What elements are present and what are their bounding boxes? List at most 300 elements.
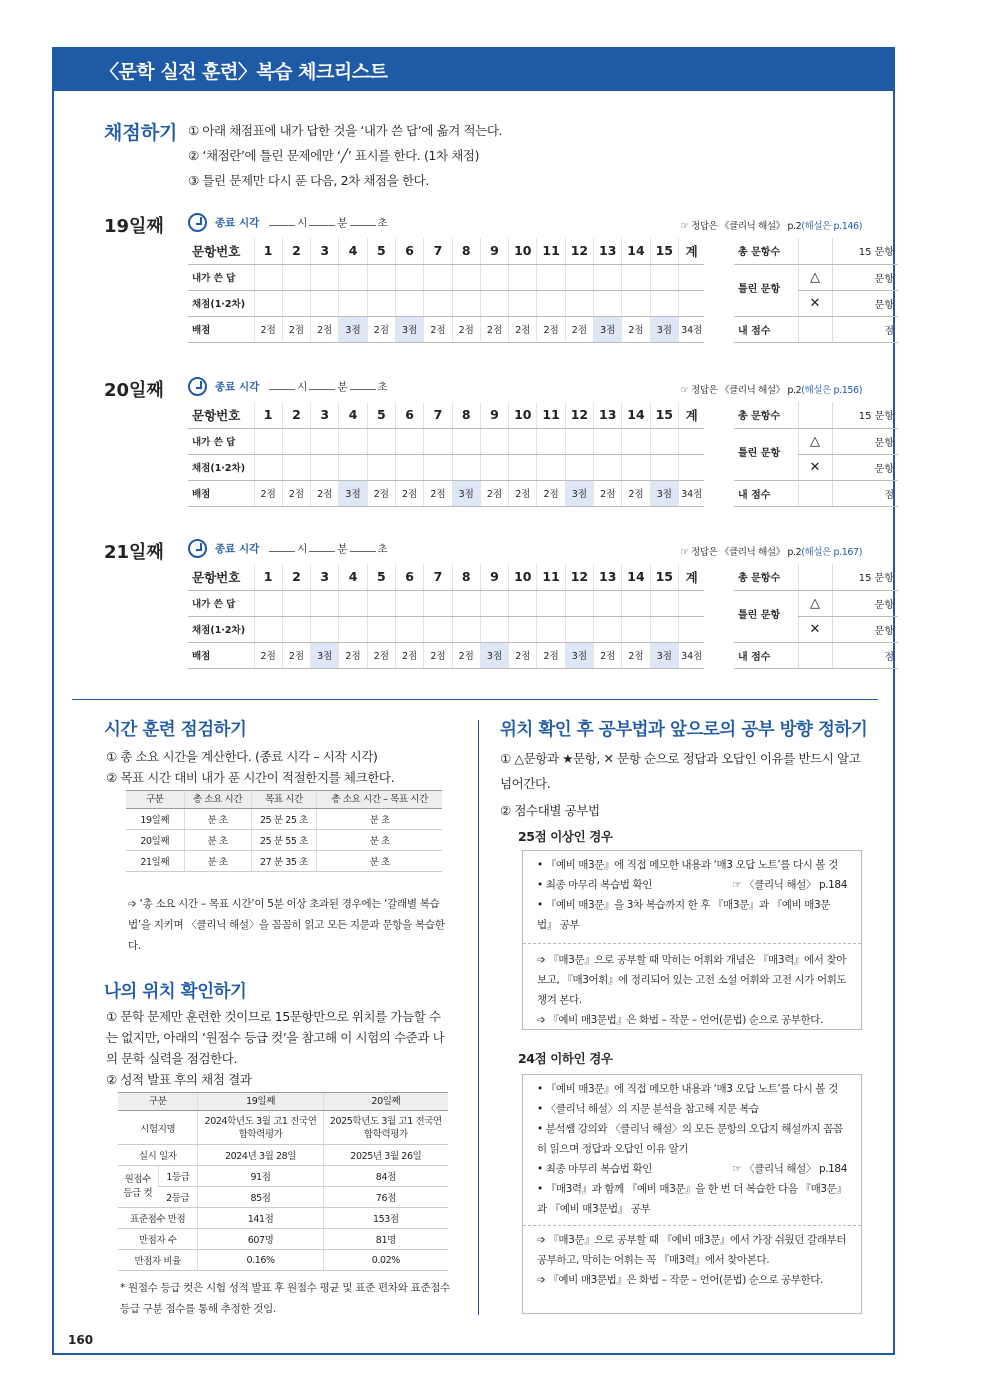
grade-cell[interactable] (339, 454, 367, 480)
ref-page: (해설은 p.156) (801, 385, 862, 396)
low-item: • 〈클리닉 해설〉의 지문 분석을 참고해 지문 복습 (537, 1103, 759, 1115)
table-row (118, 1145, 448, 1166)
grade-cell[interactable] (452, 290, 480, 316)
question-number: 13 (594, 238, 622, 264)
grade-cell[interactable] (509, 454, 537, 480)
answer-cell[interactable] (395, 264, 423, 290)
answer-cell[interactable] (452, 264, 480, 290)
table-row (118, 1229, 448, 1250)
grade-row (188, 454, 704, 480)
answer-cell[interactable] (282, 590, 310, 616)
grade-cell[interactable] (480, 616, 508, 642)
grade-cell[interactable] (367, 290, 395, 316)
question-number: 12 (565, 564, 593, 590)
answer-cell[interactable] (594, 264, 622, 290)
points-cell: 3점 (395, 316, 423, 342)
question-number: 13 (594, 564, 622, 590)
question-number: 2 (282, 564, 310, 590)
column-divider (478, 720, 479, 1315)
grade-cell[interactable] (537, 290, 565, 316)
grade-cell[interactable] (311, 616, 339, 642)
answer-row (188, 590, 704, 616)
cross-icon: ✕ (798, 290, 832, 316)
high-item: • 『예비 매3문』에 직접 메모한 내용과 ‘매3 오답 노트’를 다시 볼 것 (537, 859, 838, 871)
summary-table (734, 238, 898, 343)
answer-cell[interactable] (565, 590, 593, 616)
cell: 2024년 3월 28일 (198, 1145, 323, 1166)
question-number: 3 (311, 238, 339, 264)
table-row (126, 851, 442, 872)
hour-blank[interactable] (269, 389, 295, 390)
points-cell: 2점 (452, 642, 480, 668)
row-label: 배점 (188, 316, 254, 342)
table-row (118, 1250, 448, 1271)
total-q-value: 15 문항 (832, 238, 898, 264)
grade-cell[interactable] (452, 616, 480, 642)
ref-main: ☞ 정답은 《클리닉 해설》 p.2 (680, 385, 802, 396)
clock-icon (188, 377, 207, 396)
answer-row (188, 264, 704, 290)
grade-cell[interactable] (622, 616, 650, 642)
min-unit: 분 (337, 381, 348, 393)
cell: 25 분 25 초 (251, 809, 317, 830)
cell: 1등급 (158, 1166, 198, 1187)
points-cell: 2점 (509, 480, 537, 506)
wrong-label: 틀린 문항 (734, 428, 798, 480)
result-table (118, 1092, 448, 1271)
grade-cell[interactable] (311, 454, 339, 480)
score-label: 내 점수 (734, 642, 798, 668)
grade-cell[interactable] (452, 454, 480, 480)
time-check-items (106, 746, 466, 788)
score-unit[interactable]: 점 (832, 316, 898, 342)
grade-cell[interactable] (537, 616, 565, 642)
points-cell: 2점 (311, 316, 339, 342)
answer-cell[interactable] (311, 590, 339, 616)
low-box (522, 1074, 862, 1314)
grade-cell[interactable] (424, 616, 452, 642)
cell: 원점수 등급 컷 (118, 1166, 158, 1208)
col-header: 구분 (118, 1093, 198, 1111)
grade-cell[interactable] (367, 616, 395, 642)
low-note: ➩ 『예비 매3문법』은 화법 – 작문 – 언어(문법) 순으로 공부한다. (537, 1274, 823, 1286)
ref-page: (해설은 p.146) (801, 221, 862, 232)
points-row (188, 642, 704, 668)
wrong-unit[interactable]: 문항 (832, 290, 898, 316)
question-number: 5 (367, 238, 395, 264)
cell: 85점 (198, 1187, 323, 1208)
points-cell: 2점 (537, 480, 565, 506)
grade-cell[interactable] (395, 454, 423, 480)
points-cell: 2점 (480, 480, 508, 506)
points-cell: 2점 (282, 480, 310, 506)
question-number: 9 (480, 238, 508, 264)
grade-cell (678, 616, 704, 642)
min-unit: 분 (337, 543, 348, 555)
answer-cell[interactable] (509, 590, 537, 616)
low-note: ➩ 『매3문』으로 공부할 때 『예비 매3문』에서 가장 쉬웠던 갈래부터 공부하고, 막히는 어휘는 꼭 『매3력』에서 찾아본다. (537, 1234, 846, 1266)
min-blank[interactable] (309, 225, 335, 226)
end-time (188, 213, 388, 232)
row-label: 배점 (188, 642, 254, 668)
answer-cell[interactable] (650, 590, 678, 616)
answer-cell[interactable] (622, 590, 650, 616)
question-number: 15 (650, 238, 678, 264)
answer-cell[interactable] (254, 264, 282, 290)
hour-blank[interactable] (269, 551, 295, 552)
col-header: 목표 시간 (251, 791, 317, 809)
answer-cell[interactable] (480, 428, 508, 454)
grade-cell[interactable] (339, 290, 367, 316)
day-title: 21일째 (104, 542, 164, 563)
answer-cell[interactable] (395, 590, 423, 616)
answer-cell[interactable] (565, 264, 593, 290)
question-number: 7 (424, 238, 452, 264)
points-cell: 3점 (650, 316, 678, 342)
grade-cell[interactable] (622, 454, 650, 480)
cell: 2025학년도 3월 고1 전국연합학력평가 (323, 1111, 448, 1145)
direction-item1: ① △문항과 ★문항, ✕ 문항 순으로 정답과 오답인 이유를 반드시 알고 넘어간다. (500, 751, 861, 791)
sec-blank[interactable] (350, 225, 376, 226)
wrong-unit[interactable]: 문항 (832, 454, 898, 480)
total-q-value: 15 문항 (832, 564, 898, 590)
points-cell: 2점 (622, 642, 650, 668)
col-header: 20일째 (323, 1093, 448, 1111)
question-number: 14 (622, 564, 650, 590)
step: ② ‘채점란’에 틀린 문제에만 ‘╱’ 표시를 한다. (1차 채점) (188, 148, 480, 163)
timer-label: 종료 시각 (215, 217, 260, 229)
cell: 153점 (323, 1208, 448, 1229)
end-time (188, 377, 388, 396)
answer-cell[interactable] (282, 428, 310, 454)
question-number: 12 (565, 402, 593, 428)
table-row (126, 809, 442, 830)
answer-cell[interactable] (311, 264, 339, 290)
table-row (118, 1208, 448, 1229)
cell[interactable]: 분 초 (317, 830, 442, 851)
grade-cell (678, 454, 704, 480)
question-number: 1 (254, 238, 282, 264)
question-number: 9 (480, 402, 508, 428)
sec-blank[interactable] (350, 551, 376, 552)
total-label: 계 (678, 564, 704, 590)
answer-ref (680, 544, 862, 558)
day-title: 20일째 (104, 380, 164, 401)
score-grid (188, 564, 704, 669)
cell: 81명 (323, 1229, 448, 1250)
grade-cell[interactable] (650, 290, 678, 316)
points-cell: 2점 (480, 316, 508, 342)
low-ref: ☞ 〈클리닉 해설〉 p.184 (732, 1163, 847, 1175)
row-label: 배점 (188, 480, 254, 506)
question-number: 6 (395, 564, 423, 590)
number-row (188, 402, 704, 428)
grade-cell[interactable] (339, 616, 367, 642)
total-q-value: 15 문항 (832, 402, 898, 428)
score-unit[interactable]: 점 (832, 480, 898, 506)
high-box (522, 850, 862, 1030)
position-item1: ① 문학 문제만 훈련한 것이므로 15문항만으로 위치를 가늠할 수는 없지만, 아래의 ‘원점수 등급 컷’을 참고해 이 시험의 수준과 나의 문학 실력을 점검한다. (106, 1009, 445, 1066)
high-note: ➩ 『매3문』으로 공부할 때 막히는 어휘와 개념은 『매3력』에서 찾아보고, 『매3어휘』에 정리되어 있는 고전 소설 어휘와 고전 시가 어휘도 챙겨 본다. (537, 954, 847, 1006)
position-item2: ② 성적 발표 후의 채점 결과 (106, 1072, 252, 1087)
answer-cell[interactable] (395, 428, 423, 454)
table-row (118, 1166, 448, 1187)
grade-cell[interactable] (622, 290, 650, 316)
grade-row (188, 290, 704, 316)
points-cell: 3점 (565, 480, 593, 506)
cell[interactable]: 분 초 (317, 809, 442, 830)
cell[interactable]: 분 초 (184, 809, 251, 830)
answer-ref (680, 218, 862, 232)
question-number: 15 (650, 564, 678, 590)
points-cell: 2점 (254, 642, 282, 668)
answer-cell[interactable] (424, 590, 452, 616)
score-unit[interactable]: 점 (832, 642, 898, 668)
cell: 607명 (198, 1229, 323, 1250)
grade-cell[interactable] (565, 290, 593, 316)
question-number: 11 (537, 402, 565, 428)
points-cell: 3점 (594, 316, 622, 342)
question-number: 10 (509, 564, 537, 590)
points-cell: 3점 (650, 480, 678, 506)
min-unit: 분 (337, 217, 348, 229)
time-table (126, 790, 442, 872)
row-label: 문항번호 (188, 402, 254, 428)
row-label: 내가 쓴 답 (188, 428, 254, 454)
answer-cell[interactable] (537, 590, 565, 616)
answer-cell[interactable] (650, 428, 678, 454)
answer-cell[interactable] (480, 264, 508, 290)
summary-table (734, 564, 898, 669)
grade-cell[interactable] (282, 616, 310, 642)
answer-cell (678, 428, 704, 454)
sec-blank[interactable] (350, 389, 376, 390)
grade-cell (678, 290, 704, 316)
answer-cell[interactable] (367, 590, 395, 616)
answer-cell[interactable] (565, 428, 593, 454)
question-number: 4 (339, 402, 367, 428)
answer-cell[interactable] (594, 590, 622, 616)
answer-cell[interactable] (367, 264, 395, 290)
position-title: 나의 위치 확인하기 (104, 982, 247, 1002)
answer-cell[interactable] (424, 428, 452, 454)
scoring-steps (188, 118, 502, 193)
cell[interactable]: 분 초 (317, 851, 442, 872)
score-grid (188, 402, 704, 507)
high-note: ➩ 『예비 매3문법』은 화법 – 작문 – 언어(문법) 순으로 공부한다. (537, 1014, 823, 1026)
answer-cell[interactable] (509, 264, 537, 290)
low-item: • 분석쌤 강의와 〈클리닉 해설〉의 모든 문항의 오답지 해설까지 꼼꼼히 읽으며 정답과 오답인 이유 알기 (537, 1123, 843, 1155)
high-item: • 『예비 매3문』을 3차 복습까지 한 후 『매3문』과 『예비 매3문법』 공부 (537, 899, 830, 931)
grade-row (188, 616, 704, 642)
grade-cell[interactable] (367, 454, 395, 480)
min-blank[interactable] (309, 389, 335, 390)
section-divider (72, 699, 878, 700)
wrong-unit[interactable]: 문항 (832, 616, 898, 642)
points-cell: 3점 (565, 642, 593, 668)
question-number: 1 (254, 402, 282, 428)
answer-cell[interactable] (367, 428, 395, 454)
low-item: • 『매3력』과 함께 『예비 매3문』을 한 번 더 복습한 다음 『매3문』과 『예비 매3문법』 공부 (537, 1183, 847, 1215)
grade-cell[interactable] (282, 454, 310, 480)
answer-cell[interactable] (254, 428, 282, 454)
answer-cell[interactable] (650, 264, 678, 290)
points-cell: 2점 (367, 642, 395, 668)
row-label: 채점(1·2차) (188, 290, 254, 316)
sec-unit: 초 (377, 543, 388, 555)
grade-cell[interactable] (650, 616, 678, 642)
clock-icon (188, 539, 207, 558)
question-number: 10 (509, 238, 537, 264)
wrong-unit[interactable]: 문항 (832, 264, 898, 290)
score-label: 내 점수 (734, 480, 798, 506)
answer-cell[interactable] (509, 428, 537, 454)
question-number: 15 (650, 402, 678, 428)
wrong-unit[interactable]: 문항 (832, 590, 898, 616)
points-cell: 3점 (339, 480, 367, 506)
grade-cell[interactable] (537, 454, 565, 480)
cell: 141점 (198, 1208, 323, 1229)
time-item: ② 목표 시간 대비 내가 푼 시간이 적절한지를 체크한다. (106, 770, 395, 785)
grade-cell[interactable] (424, 454, 452, 480)
timer-label: 종료 시각 (215, 543, 260, 555)
grade-cell[interactable] (311, 290, 339, 316)
points-cell: 2점 (395, 642, 423, 668)
answer-cell[interactable] (424, 264, 452, 290)
answer-cell[interactable] (339, 590, 367, 616)
question-number: 7 (424, 564, 452, 590)
hour-unit: 시 (297, 217, 308, 229)
answer-cell[interactable] (282, 264, 310, 290)
high-item: • 최종 마무리 복습법 확인 (537, 879, 652, 891)
question-number: 7 (424, 402, 452, 428)
grade-cell[interactable] (650, 454, 678, 480)
grade-cell[interactable] (395, 290, 423, 316)
points-cell: 2점 (367, 480, 395, 506)
grade-cell[interactable] (594, 290, 622, 316)
question-number: 6 (395, 402, 423, 428)
answer-cell (678, 264, 704, 290)
grade-cell[interactable] (509, 616, 537, 642)
hour-unit: 시 (297, 543, 308, 555)
min-blank[interactable] (309, 551, 335, 552)
cell: 0.16% (198, 1250, 323, 1271)
cell: 만점자 비율 (118, 1250, 198, 1271)
day-title: 19일째 (104, 216, 164, 237)
points-cell: 3점 (650, 642, 678, 668)
table-row (118, 1111, 448, 1145)
answer-row (188, 428, 704, 454)
grade-cell[interactable] (565, 454, 593, 480)
answer-cell[interactable] (622, 264, 650, 290)
grade-cell[interactable] (594, 454, 622, 480)
cell: 실시 일자 (118, 1145, 198, 1166)
score-grid (188, 238, 704, 343)
points-cell: 2점 (509, 316, 537, 342)
answer-cell[interactable] (254, 590, 282, 616)
cell: 84점 (323, 1166, 448, 1187)
row-label: 내가 쓴 답 (188, 590, 254, 616)
answer-cell[interactable] (537, 428, 565, 454)
grade-cell[interactable] (509, 290, 537, 316)
high-ref: ☞ 〈클리닉 해설〉 p.184 (732, 879, 847, 891)
question-number: 3 (311, 564, 339, 590)
hour-blank[interactable] (269, 225, 295, 226)
grade-cell[interactable] (480, 454, 508, 480)
points-cell: 2점 (537, 316, 565, 342)
step: ① 아래 채점표에 내가 답한 것을 ‘내가 쓴 답’에 옮겨 적는다. (188, 123, 503, 138)
high-item-row (537, 875, 847, 895)
footnote: * 원점수 등급 컷은 시험 성적 발표 후 원점수 평균 및 표준 편차와 표준점수 등급 구분 점수를 통해 추정한 것임. (120, 1282, 450, 1315)
grade-cell[interactable] (480, 290, 508, 316)
answer-cell[interactable] (339, 264, 367, 290)
total-q-label: 총 문항수 (734, 564, 798, 590)
grade-cell[interactable] (395, 616, 423, 642)
points-total: 34점 (678, 480, 704, 506)
grade-cell[interactable] (254, 454, 282, 480)
grade-cell[interactable] (424, 290, 452, 316)
answer-cell[interactable] (452, 428, 480, 454)
ref-main: ☞ 정답은 《클리닉 해설》 p.2 (680, 547, 802, 558)
grade-cell[interactable] (282, 290, 310, 316)
answer-cell[interactable] (311, 428, 339, 454)
cell[interactable]: 분 초 (184, 851, 251, 872)
answer-cell[interactable] (452, 590, 480, 616)
cross-icon: ✕ (798, 616, 832, 642)
page-number: 160 (68, 1333, 94, 1347)
grade-cell[interactable] (565, 616, 593, 642)
cell: 만점자 수 (118, 1229, 198, 1250)
points-cell: 2점 (339, 642, 367, 668)
question-number: 3 (311, 402, 339, 428)
ref-page: (해설은 p.167) (801, 547, 862, 558)
points-cell: 2점 (594, 480, 622, 506)
cross-icon: ✕ (798, 454, 832, 480)
points-cell: 2점 (452, 316, 480, 342)
grade-cell[interactable] (254, 616, 282, 642)
question-number: 2 (282, 402, 310, 428)
wrong-unit[interactable]: 문항 (832, 428, 898, 454)
total-label: 계 (678, 402, 704, 428)
points-total: 34점 (678, 642, 704, 668)
low-title: 24점 이하인 경우 (518, 1051, 613, 1066)
question-number: 4 (339, 564, 367, 590)
answer-cell[interactable] (480, 590, 508, 616)
row-label: 채점(1·2차) (188, 454, 254, 480)
time-check-title: 시간 훈련 점검하기 (104, 720, 247, 740)
grade-cell[interactable] (254, 290, 282, 316)
triangle-icon: △ (798, 590, 832, 616)
grade-cell[interactable] (594, 616, 622, 642)
cell: 25 분 55 초 (251, 830, 317, 851)
question-number: 10 (509, 402, 537, 428)
answer-cell[interactable] (622, 428, 650, 454)
cell[interactable]: 분 초 (184, 830, 251, 851)
points-cell: 3점 (452, 480, 480, 506)
cell: 19일째 (126, 809, 184, 830)
points-cell: 3점 (480, 642, 508, 668)
question-number: 14 (622, 238, 650, 264)
question-number: 11 (537, 238, 565, 264)
question-number: 1 (254, 564, 282, 590)
table-row (126, 830, 442, 851)
answer-cell[interactable] (594, 428, 622, 454)
answer-cell[interactable] (339, 428, 367, 454)
low-item: • 『예비 매3문』에 직접 메모한 내용과 ‘매3 오답 노트’를 다시 볼 것 (537, 1083, 838, 1095)
direction-item2: ② 점수대별 공부법 (500, 803, 600, 818)
cell: 0.02% (323, 1250, 448, 1271)
answer-cell[interactable] (537, 264, 565, 290)
